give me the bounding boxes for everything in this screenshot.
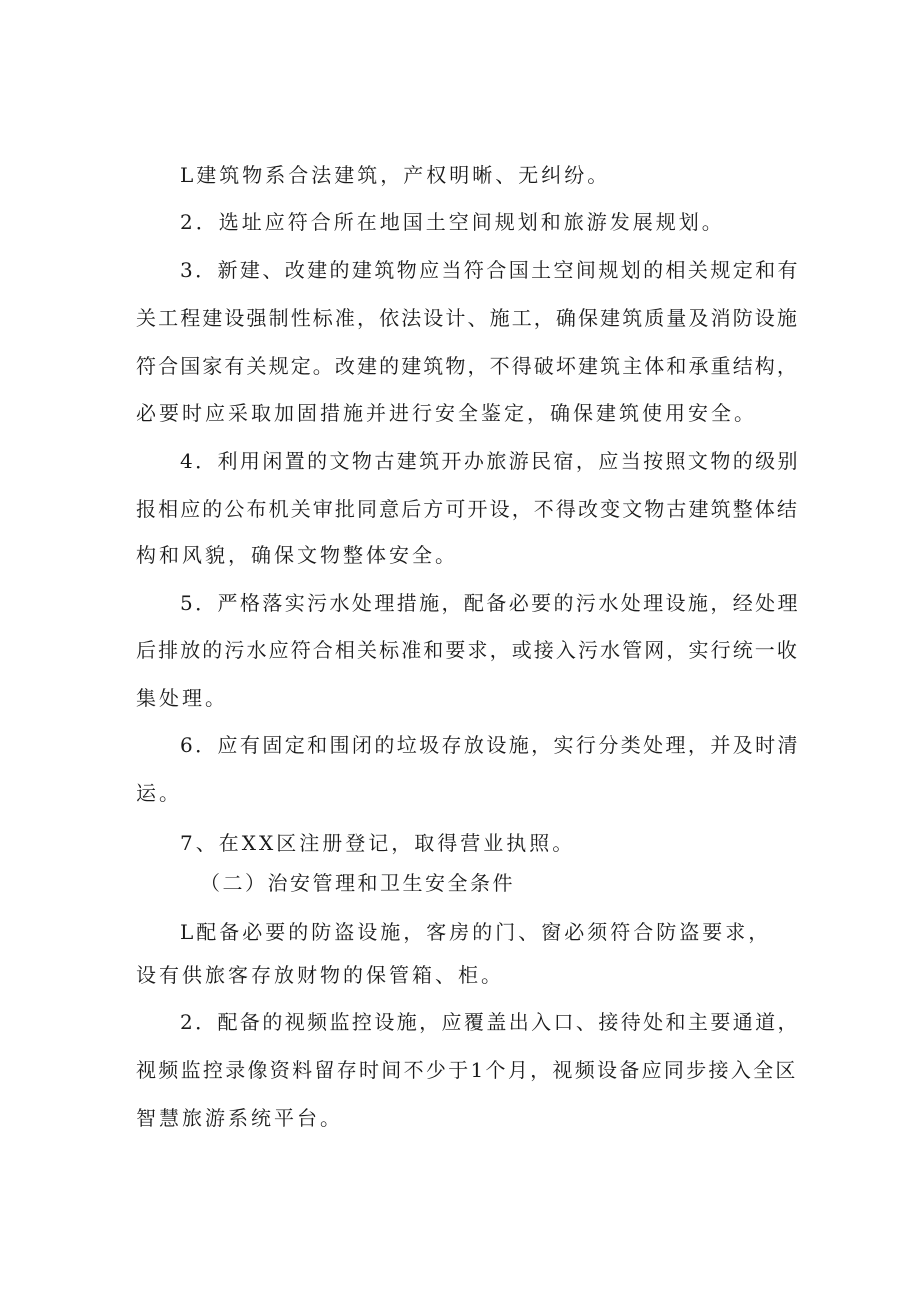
security-paragraph-2-line-2: 视频监控录像资料留存时间不少于1个月，视频设备应同步接入全区 <box>136 1058 798 1082</box>
paragraph-4-line-2: 报相应的公布机关审批同意后方可开设，不得改变文物古建筑整体结 <box>136 497 799 521</box>
paragraph-1-line-1: L建筑物系合法建筑，产权明晰、无纠纷。 <box>180 163 611 187</box>
paragraph-5-line-1: 5．严格落实污水处理措施，配备必要的污水处理设施，经处理 <box>180 591 800 615</box>
paragraph-4-line-1: 4．利用闲置的文物古建筑开办旅游民宿，应当按照文物的级别 <box>180 449 800 473</box>
paragraph-3-line-1: 3．新建、改建的建筑物应当符合国土空间规划的相关规定和有 <box>180 258 800 282</box>
paragraph-6-line-2: 运。 <box>136 781 182 805</box>
paragraph-3-line-2: 关工程建设强制性标准，依法设计、施工，确保建筑质量及消防设施 <box>136 306 799 330</box>
security-paragraph-1-line-2: 设有供旅客存放财物的保管箱、柜。 <box>136 963 504 987</box>
paragraph-3-line-4: 必要时应采取加固措施并进行安全鉴定，确保建筑使用安全。 <box>136 401 757 425</box>
security-paragraph-2-line-1: 2．配备的视频监控设施，应覆盖出入口、接待处和主要通道， <box>180 1010 800 1034</box>
paragraph-2-line-1: 2．选址应符合所在地国土空间规划和旅游发展规划。 <box>180 210 725 234</box>
section-heading: （二）治安管理和卫生安全条件 <box>200 871 515 895</box>
paragraph-4-line-3: 构和风貌，确保文物整体安全。 <box>136 543 458 567</box>
paragraph-5-line-3: 集处理。 <box>136 686 228 710</box>
security-paragraph-1-line-1: L配备必要的防盗设施，客房的门、窗必须符合防盗要求， <box>180 920 772 944</box>
paragraph-5-line-2: 后排放的污水应符合相关标准和要求，或接入污水管网，实行统一收 <box>136 638 799 662</box>
paragraph-3-line-3: 符合国家有关规定。改建的建筑物，不得破坏建筑主体和承重结构， <box>136 354 799 378</box>
security-paragraph-2-line-3: 智慧旅游系统平台。 <box>136 1106 343 1130</box>
paragraph-6-line-1: 6．应有固定和围闭的垃圾存放设施，实行分类处理，并及时清 <box>180 733 800 757</box>
paragraph-7-line-1: 7、在XX区注册登记，取得营业执照。 <box>180 831 576 855</box>
